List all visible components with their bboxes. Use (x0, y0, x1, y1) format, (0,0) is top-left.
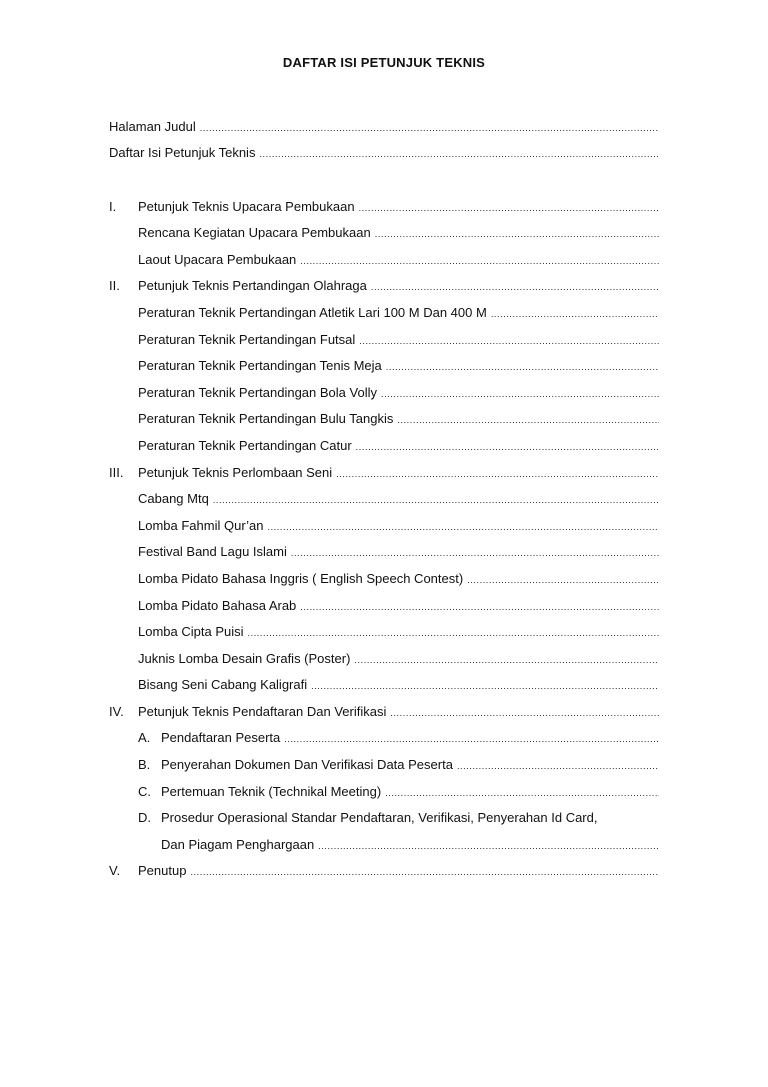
toc-entry-label: Laout Upacara Pembukaan (138, 251, 297, 267)
subitem-letter: A. (138, 730, 151, 746)
dot-leader (300, 601, 659, 614)
toc-item (109, 241, 659, 268)
toc-item (109, 534, 659, 561)
toc-entry-halaman-judul (109, 109, 659, 135)
toc-sections (109, 188, 659, 879)
toc-entry-label: Daftar Isi Petunjuk Teknis (109, 145, 256, 160)
toc-section-4 (109, 693, 659, 720)
toc-entry-label: Juknis Lomba Desain Grafis (Poster) (138, 650, 351, 666)
dot-leader (457, 760, 659, 773)
dot-leader (491, 308, 659, 321)
toc-subitem (109, 720, 659, 747)
toc-entry-label: Peraturan Teknik Pertandingan Bola Volly (138, 384, 377, 400)
subitem-letter: C. (138, 783, 151, 799)
toc-entry-label: Peraturan Teknik Pertandingan Tenis Meja (138, 358, 382, 374)
toc-subitem-continuation (109, 826, 659, 853)
section-number: V. (109, 863, 121, 879)
toc-entry-label: Prosedur Operasional Standar Pendaftaran, Verifikasi, Penyerahan Id Card, (161, 810, 598, 826)
dot-leader (359, 202, 659, 215)
dot-leader (336, 468, 659, 481)
dot-leader (375, 228, 659, 241)
toc-entry-label: Bisang Seni Cabang Kaligrafi (138, 677, 308, 693)
toc-entry-label: Petunjuk Teknis Perlombaan Seni (138, 464, 333, 480)
subitem-letter: B. (138, 757, 151, 773)
toc-subitem (109, 800, 659, 827)
toc-item (109, 481, 659, 508)
toc-item (109, 640, 659, 667)
toc-entry-label: Cabang Mtq (138, 491, 209, 507)
dot-leader (359, 335, 659, 348)
dot-leader (300, 255, 659, 268)
toc-entry-label: Peraturan Teknik Pertandingan Bulu Tangkis (138, 411, 394, 427)
toc-item (109, 321, 659, 348)
toc-subitem (109, 746, 659, 773)
toc-subitem (109, 773, 659, 800)
dot-leader (371, 281, 659, 294)
toc-entry-label: Rencana Kegiatan Upacara Pembukaan (138, 225, 371, 241)
dot-leader (390, 707, 659, 720)
dot-leader (200, 122, 659, 135)
toc-entry-label: Festival Band Lagu Islami (138, 544, 287, 560)
toc-entry-daftar-isi (109, 135, 659, 161)
toc-entry-label: Penutup (138, 863, 187, 879)
toc-front-matter (109, 109, 659, 161)
toc-entry-label: Petunjuk Teknis Upacara Pembukaan (138, 198, 355, 214)
toc-item (109, 294, 659, 321)
dot-leader (248, 627, 660, 640)
toc-entry-label: Petunjuk Teknis Pendaftaran Dan Verifikasi (138, 703, 387, 719)
toc-item (109, 560, 659, 587)
toc-entry-label: Peraturan Teknik Pertandingan Atletik Lari 100 M Dan 400 M (138, 304, 487, 320)
toc-item (109, 374, 659, 401)
dot-leader (397, 414, 659, 427)
toc-section-1 (109, 188, 659, 215)
dot-leader (291, 547, 659, 560)
toc-entry-label: Lomba Fahmil Qur’an (138, 517, 264, 533)
section-number: IV. (109, 703, 124, 719)
page-title: DAFTAR ISI PETUNJUK TEKNIS (282, 55, 486, 70)
section-number: I. (109, 198, 117, 214)
toc-entry-label: Pertemuan Teknik (Technikal Meeting) (161, 783, 382, 799)
dot-leader (467, 574, 659, 587)
toc-item (109, 614, 659, 641)
dot-leader (354, 654, 659, 667)
dot-leader (381, 388, 659, 401)
toc-entry-label: Penyerahan Dokumen Dan Verifikasi Data Peserta (161, 757, 453, 773)
toc-entry-label: Lomba Pidato Bahasa Inggris ( English Speech Contest) (138, 570, 464, 586)
toc-entry-label: Petunjuk Teknis Pertandingan Olahraga (138, 278, 367, 294)
dot-leader (190, 866, 659, 879)
toc-entry-label: Lomba Pidato Bahasa Arab (138, 597, 297, 613)
dot-leader (318, 840, 659, 853)
toc-item (109, 427, 659, 454)
toc-item (109, 401, 659, 428)
toc-entry-label: Dan Piagam Penghargaan (161, 836, 315, 852)
dot-leader (259, 148, 659, 161)
toc-section-5 (109, 853, 659, 880)
toc-entry-label: Pendaftaran Peserta (161, 730, 281, 746)
toc-item (109, 507, 659, 534)
toc-item (109, 587, 659, 614)
toc-section-2 (109, 268, 659, 295)
dot-leader (213, 494, 659, 507)
dot-leader (356, 441, 659, 454)
toc-item (109, 348, 659, 375)
toc-section-3 (109, 454, 659, 481)
dot-leader (267, 521, 659, 534)
toc-entry-label: Halaman Judul (109, 119, 196, 134)
dot-leader (385, 787, 659, 800)
section-number: III. (109, 464, 124, 480)
toc-item (109, 215, 659, 242)
toc-entry-label: Peraturan Teknik Pertandingan Futsal (138, 331, 356, 347)
section-number: II. (109, 278, 120, 294)
dot-leader (386, 361, 659, 374)
dot-leader (311, 680, 659, 693)
subitem-letter: D. (138, 810, 151, 826)
toc-item (109, 667, 659, 694)
dot-leader (284, 733, 659, 746)
toc-entry-label: Peraturan Teknik Pertandingan Catur (138, 437, 352, 453)
toc-entry-label: Lomba Cipta Puisi (138, 624, 244, 640)
